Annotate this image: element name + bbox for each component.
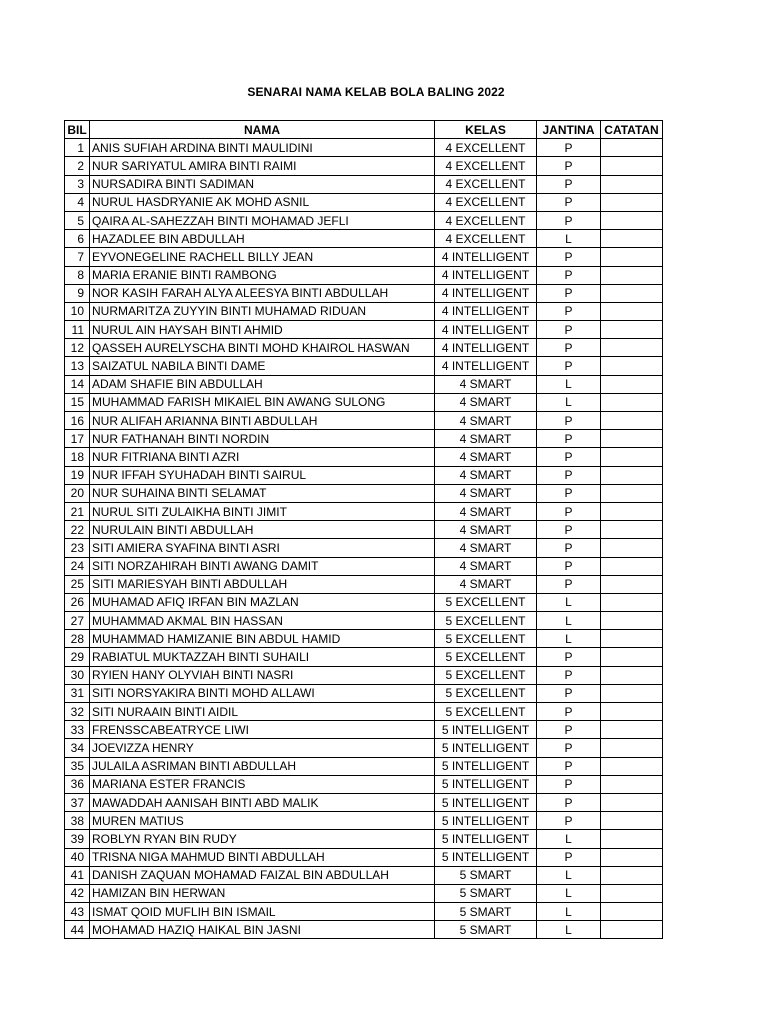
member-gender: L	[537, 593, 601, 611]
member-notes	[601, 502, 663, 520]
row-number: 6	[65, 230, 90, 248]
member-gender: P	[537, 684, 601, 702]
member-class: 4 SMART	[435, 557, 537, 575]
column-header-jantina: JANTINA	[537, 121, 601, 139]
member-class: 4 EXCELLENT	[435, 175, 537, 193]
column-header-bil: BIL	[65, 121, 90, 139]
member-class: 4 INTELLIGENT	[435, 302, 537, 320]
member-name: MUHAMAD AFIQ IRFAN BIN MAZLAN	[90, 593, 435, 611]
row-number: 34	[65, 739, 90, 757]
member-notes	[601, 739, 663, 757]
member-name: QAIRA AL-SAHEZZAH BINTI MOHAMAD JEFLI	[90, 211, 435, 229]
member-name: NURUL HASDRYANIE AK MOHD ASNIL	[90, 193, 435, 211]
member-notes	[601, 757, 663, 775]
row-number: 17	[65, 430, 90, 448]
row-number: 25	[65, 575, 90, 593]
table-row	[65, 430, 663, 448]
member-class: 5 EXCELLENT	[435, 648, 537, 666]
member-notes	[601, 775, 663, 793]
row-number: 27	[65, 612, 90, 630]
table-row	[65, 648, 663, 666]
member-gender: P	[537, 193, 601, 211]
row-number: 41	[65, 866, 90, 884]
member-name: SITI NORZAHIRAH BINTI AWANG DAMIT	[90, 557, 435, 575]
member-name: SITI NURAAIN BINTI AIDIL	[90, 703, 435, 721]
member-notes	[601, 375, 663, 393]
column-header-kelas: KELAS	[435, 121, 537, 139]
member-name: NURUL AIN HAYSAH BINTI AHMID	[90, 321, 435, 339]
member-name: ROBLYN RYAN BIN RUDY	[90, 830, 435, 848]
member-name: SITI AMIERA SYAFINA BINTI ASRI	[90, 539, 435, 557]
row-number: 39	[65, 830, 90, 848]
table-row	[65, 775, 663, 793]
member-name: JULAILA ASRIMAN BINTI ABDULLAH	[90, 757, 435, 775]
column-header-catatan: CATATAN	[601, 121, 663, 139]
table-row	[65, 757, 663, 775]
table-row	[65, 302, 663, 320]
row-number: 31	[65, 684, 90, 702]
member-notes	[601, 412, 663, 430]
member-class: 4 SMART	[435, 375, 537, 393]
table-row	[65, 903, 663, 921]
member-gender: L	[537, 866, 601, 884]
member-name: MUHAMMAD FARISH MIKAIEL BIN AWANG SULONG	[90, 393, 435, 411]
member-notes	[601, 539, 663, 557]
member-name: MUREN MATIUS	[90, 812, 435, 830]
table-row	[65, 466, 663, 484]
member-class: 5 SMART	[435, 884, 537, 902]
member-notes	[601, 230, 663, 248]
member-class: 4 EXCELLENT	[435, 211, 537, 229]
member-class: 4 INTELLIGENT	[435, 284, 537, 302]
member-gender: P	[537, 284, 601, 302]
member-name: MARIA ERANIE BINTI RAMBONG	[90, 266, 435, 284]
row-number: 1	[65, 139, 90, 157]
member-class: 5 INTELLIGENT	[435, 793, 537, 811]
member-notes	[601, 830, 663, 848]
member-gender: P	[537, 575, 601, 593]
member-class: 5 SMART	[435, 921, 537, 939]
member-name: DANISH ZAQUAN MOHAMAD FAIZAL BIN ABDULLAH	[90, 866, 435, 884]
row-number: 4	[65, 193, 90, 211]
table-row	[65, 157, 663, 175]
member-class: 5 INTELLIGENT	[435, 775, 537, 793]
row-number: 18	[65, 448, 90, 466]
member-gender: P	[537, 757, 601, 775]
member-notes	[601, 921, 663, 939]
row-number: 33	[65, 721, 90, 739]
member-gender: P	[537, 557, 601, 575]
table-row	[65, 793, 663, 811]
row-number: 36	[65, 775, 90, 793]
table-body	[65, 139, 663, 939]
member-class: 5 INTELLIGENT	[435, 848, 537, 866]
member-notes	[601, 866, 663, 884]
row-number: 23	[65, 539, 90, 557]
member-class: 4 INTELLIGENT	[435, 339, 537, 357]
member-gender: L	[537, 903, 601, 921]
member-notes	[601, 175, 663, 193]
row-number: 19	[65, 466, 90, 484]
member-gender: P	[537, 648, 601, 666]
member-class: 4 SMART	[435, 521, 537, 539]
table-row	[65, 139, 663, 157]
member-name: MARIANA ESTER FRANCIS	[90, 775, 435, 793]
member-name: JOEVIZZA HENRY	[90, 739, 435, 757]
member-gender: P	[537, 812, 601, 830]
member-name: EYVONEGELINE RACHELL BILLY JEAN	[90, 248, 435, 266]
row-number: 28	[65, 630, 90, 648]
member-gender: P	[537, 248, 601, 266]
member-class: 4 SMART	[435, 412, 537, 430]
row-number: 2	[65, 157, 90, 175]
member-notes	[601, 302, 663, 320]
member-notes	[601, 430, 663, 448]
table-row	[65, 193, 663, 211]
member-notes	[601, 666, 663, 684]
row-number: 12	[65, 339, 90, 357]
member-notes	[601, 211, 663, 229]
member-gender: P	[537, 484, 601, 502]
member-name: MAWADDAH AANISAH BINTI ABD MALIK	[90, 793, 435, 811]
member-notes	[601, 612, 663, 630]
member-notes	[601, 557, 663, 575]
member-gender: P	[537, 793, 601, 811]
member-name: NURUL SITI ZULAIKHA BINTI JIMIT	[90, 502, 435, 520]
row-number: 10	[65, 302, 90, 320]
page-title: SENARAI NAMA KELAB BOLA BALING 2022	[247, 85, 505, 99]
member-gender: L	[537, 630, 601, 648]
member-class: 4 SMART	[435, 430, 537, 448]
member-gender: L	[537, 612, 601, 630]
member-class: 4 SMART	[435, 484, 537, 502]
member-name: HAZADLEE BIN ABDULLAH	[90, 230, 435, 248]
row-number: 29	[65, 648, 90, 666]
row-number: 3	[65, 175, 90, 193]
member-gender: L	[537, 230, 601, 248]
member-gender: P	[537, 703, 601, 721]
member-name: NURMARITZA ZUYYIN BINTI MUHAMAD RIDUAN	[90, 302, 435, 320]
member-class: 5 EXCELLENT	[435, 684, 537, 702]
row-number: 8	[65, 266, 90, 284]
member-class: 4 INTELLIGENT	[435, 266, 537, 284]
table-row	[65, 448, 663, 466]
table-row	[65, 830, 663, 848]
member-class: 4 SMART	[435, 448, 537, 466]
member-notes	[601, 448, 663, 466]
member-gender: L	[537, 921, 601, 939]
member-class: 4 EXCELLENT	[435, 193, 537, 211]
member-gender: L	[537, 393, 601, 411]
row-number: 21	[65, 502, 90, 520]
member-notes	[601, 721, 663, 739]
member-name: NURULAIN BINTI ABDULLAH	[90, 521, 435, 539]
member-gender: P	[537, 412, 601, 430]
member-gender: L	[537, 830, 601, 848]
table-row	[65, 666, 663, 684]
member-name: MOHAMAD HAZIQ HAIKAL BIN JASNI	[90, 921, 435, 939]
member-name: NUR FITRIANA BINTI AZRI	[90, 448, 435, 466]
table-row	[65, 539, 663, 557]
member-notes	[601, 339, 663, 357]
member-notes	[601, 703, 663, 721]
member-gender: P	[537, 266, 601, 284]
row-number: 24	[65, 557, 90, 575]
member-notes	[601, 393, 663, 411]
table-row	[65, 248, 663, 266]
member-gender: P	[537, 321, 601, 339]
member-class: 4 SMART	[435, 575, 537, 593]
table-row	[65, 339, 663, 357]
table-row	[65, 884, 663, 902]
member-gender: P	[537, 502, 601, 520]
table-row	[65, 848, 663, 866]
member-gender: P	[537, 521, 601, 539]
member-class: 4 EXCELLENT	[435, 139, 537, 157]
member-notes	[601, 193, 663, 211]
table-row	[65, 357, 663, 375]
member-gender: P	[537, 448, 601, 466]
table-row	[65, 375, 663, 393]
member-class: 5 INTELLIGENT	[435, 812, 537, 830]
member-gender: P	[537, 666, 601, 684]
member-class: 4 SMART	[435, 393, 537, 411]
member-notes	[601, 484, 663, 502]
table-row	[65, 412, 663, 430]
member-notes	[601, 284, 663, 302]
member-class: 5 INTELLIGENT	[435, 721, 537, 739]
member-table	[64, 120, 663, 939]
member-class: 4 EXCELLENT	[435, 230, 537, 248]
table-row	[65, 557, 663, 575]
member-name: NUR IFFAH SYUHADAH BINTI SAIRUL	[90, 466, 435, 484]
member-notes	[601, 903, 663, 921]
member-name: RYIEN HANY OLYVIAH BINTI NASRI	[90, 666, 435, 684]
table-row	[65, 612, 663, 630]
row-number: 7	[65, 248, 90, 266]
member-gender: L	[537, 375, 601, 393]
member-gender: P	[537, 157, 601, 175]
table-row	[65, 321, 663, 339]
row-number: 38	[65, 812, 90, 830]
table-row	[65, 484, 663, 502]
row-number: 26	[65, 593, 90, 611]
member-notes	[601, 793, 663, 811]
member-class: 5 EXCELLENT	[435, 666, 537, 684]
member-notes	[601, 466, 663, 484]
member-name: ANIS SUFIAH ARDINA BINTI MAULIDINI	[90, 139, 435, 157]
member-name: FRENSSCABEATRYCE LIWI	[90, 721, 435, 739]
member-name: HAMIZAN BIN HERWAN	[90, 884, 435, 902]
member-class: 4 INTELLIGENT	[435, 321, 537, 339]
member-gender: L	[537, 884, 601, 902]
table-row	[65, 739, 663, 757]
member-name: TRISNA NIGA MAHMUD BINTI ABDULLAH	[90, 848, 435, 866]
table-row	[65, 721, 663, 739]
table-row	[65, 211, 663, 229]
table-row	[65, 175, 663, 193]
table-header-row	[65, 121, 663, 139]
table-row	[65, 812, 663, 830]
member-notes	[601, 266, 663, 284]
member-name: QASSEH AURELYSCHA BINTI MOHD KHAIROL HASWAN	[90, 339, 435, 357]
member-notes	[601, 575, 663, 593]
table-row	[65, 393, 663, 411]
member-notes	[601, 139, 663, 157]
member-notes	[601, 157, 663, 175]
table-row	[65, 593, 663, 611]
table-row	[65, 521, 663, 539]
row-number: 22	[65, 521, 90, 539]
member-class: 5 INTELLIGENT	[435, 757, 537, 775]
member-gender: P	[537, 175, 601, 193]
member-notes	[601, 321, 663, 339]
table-row	[65, 502, 663, 520]
table-row	[65, 921, 663, 939]
row-number: 42	[65, 884, 90, 902]
member-class: 4 EXCELLENT	[435, 157, 537, 175]
member-name: NUR FATHANAH BINTI NORDIN	[90, 430, 435, 448]
member-gender: P	[537, 430, 601, 448]
row-number: 15	[65, 393, 90, 411]
member-class: 5 INTELLIGENT	[435, 830, 537, 848]
member-name: SAIZATUL NABILA BINTI DAME	[90, 357, 435, 375]
member-name: NUR ALIFAH ARIANNA BINTI ABDULLAH	[90, 412, 435, 430]
row-number: 13	[65, 357, 90, 375]
table-row	[65, 630, 663, 648]
row-number: 16	[65, 412, 90, 430]
member-notes	[601, 521, 663, 539]
member-notes	[601, 848, 663, 866]
member-name: NUR SUHAINA BINTI SELAMAT	[90, 484, 435, 502]
member-notes	[601, 648, 663, 666]
table-row	[65, 684, 663, 702]
row-number: 14	[65, 375, 90, 393]
member-gender: P	[537, 357, 601, 375]
row-number: 20	[65, 484, 90, 502]
member-class: 5 SMART	[435, 903, 537, 921]
member-gender: P	[537, 848, 601, 866]
member-class: 4 INTELLIGENT	[435, 357, 537, 375]
table-row	[65, 866, 663, 884]
row-number: 37	[65, 793, 90, 811]
member-class: 4 SMART	[435, 502, 537, 520]
member-name: ADAM SHAFIE BIN ABDULLAH	[90, 375, 435, 393]
table-row	[65, 703, 663, 721]
member-notes	[601, 684, 663, 702]
member-gender: P	[537, 721, 601, 739]
member-class: 4 SMART	[435, 539, 537, 557]
row-number: 35	[65, 757, 90, 775]
member-gender: P	[537, 211, 601, 229]
member-gender: P	[537, 739, 601, 757]
member-notes	[601, 248, 663, 266]
member-class: 5 EXCELLENT	[435, 703, 537, 721]
member-name: NURSADIRA BINTI SADIMAN	[90, 175, 435, 193]
member-notes	[601, 812, 663, 830]
member-gender: P	[537, 539, 601, 557]
member-class: 5 EXCELLENT	[435, 593, 537, 611]
row-number: 5	[65, 211, 90, 229]
member-class: 5 SMART	[435, 866, 537, 884]
member-class: 5 EXCELLENT	[435, 612, 537, 630]
member-notes	[601, 884, 663, 902]
member-name: NOR KASIH FARAH ALYA ALEESYA BINTI ABDULLAH	[90, 284, 435, 302]
member-name: SITI MARIESYAH BINTI ABDULLAH	[90, 575, 435, 593]
column-header-nama: NAMA	[90, 121, 435, 139]
row-number: 11	[65, 321, 90, 339]
table-row	[65, 284, 663, 302]
member-name: ISMAT QOID MUFLIH BIN ISMAIL	[90, 903, 435, 921]
member-notes	[601, 630, 663, 648]
member-class: 5 EXCELLENT	[435, 630, 537, 648]
member-notes	[601, 357, 663, 375]
member-class: 4 INTELLIGENT	[435, 248, 537, 266]
table-row	[65, 230, 663, 248]
row-number: 43	[65, 903, 90, 921]
member-name: MUHAMMAD HAMIZANIE BIN ABDUL HAMID	[90, 630, 435, 648]
member-gender: P	[537, 775, 601, 793]
table-row	[65, 575, 663, 593]
row-number: 44	[65, 921, 90, 939]
member-class: 4 SMART	[435, 466, 537, 484]
row-number: 9	[65, 284, 90, 302]
member-gender: P	[537, 139, 601, 157]
member-name: NUR SARIYATUL AMIRA BINTI RAIMI	[90, 157, 435, 175]
table-row	[65, 266, 663, 284]
member-gender: P	[537, 339, 601, 357]
row-number: 40	[65, 848, 90, 866]
member-notes	[601, 593, 663, 611]
member-name: RABIATUL MUKTAZZAH BINTI SUHAILI	[90, 648, 435, 666]
member-gender: P	[537, 466, 601, 484]
row-number: 30	[65, 666, 90, 684]
row-number: 32	[65, 703, 90, 721]
member-name: SITI NORSYAKIRA BINTI MOHD ALLAWI	[90, 684, 435, 702]
member-class: 5 INTELLIGENT	[435, 739, 537, 757]
member-gender: P	[537, 302, 601, 320]
member-name: MUHAMMAD AKMAL BIN HASSAN	[90, 612, 435, 630]
